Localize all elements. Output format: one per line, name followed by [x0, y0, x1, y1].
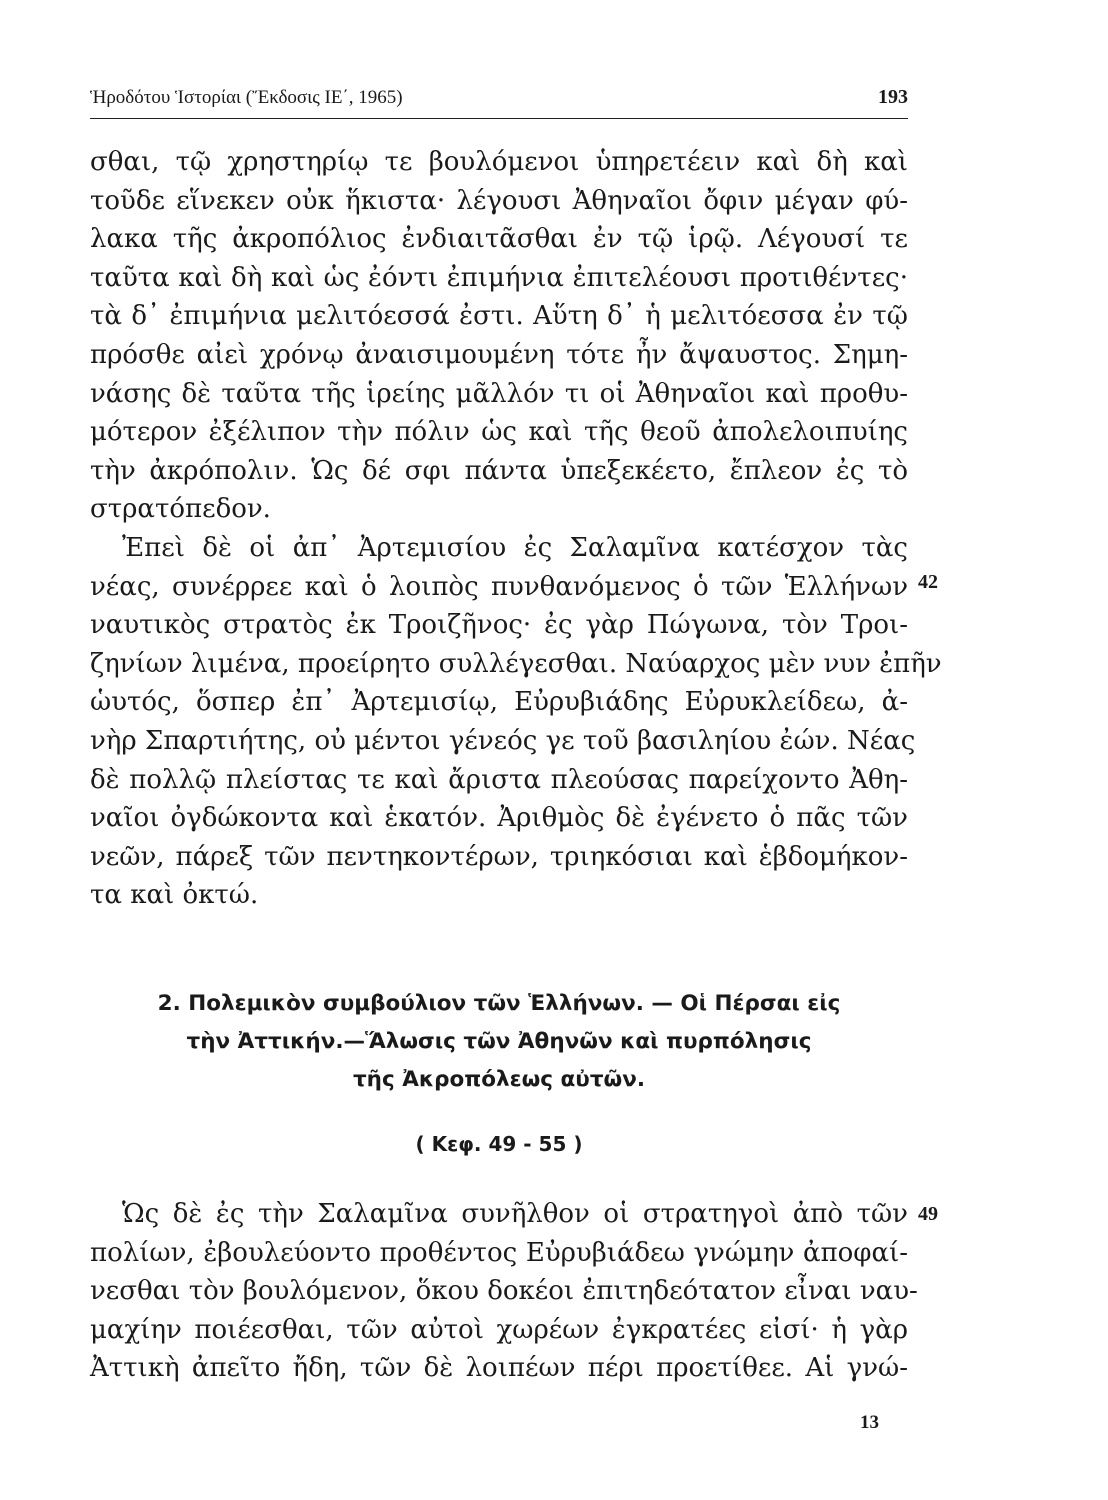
text-line: ταῦτα καὶ δὴ καὶ ὡς ἐόντι ἐπιμήνια ἐπιτελέουσι προτιθέντες· — [90, 262, 908, 293]
text-line: ζηνίων λιμένα, προείρητο συλλέγεσθαι. Ναύαρχος μὲν νυν ἐπῆν — [90, 648, 942, 679]
text-line: νὴρ Σπαρτιήτης, οὐ μέντοι γένεός γε τοῦ βασιληίου ἐών. Νέας — [90, 725, 916, 756]
text-line: ὡυτός, ὅσπερ ἐπ᾽ Ἀρτεμισίῳ, Εὐρυβιάδης Εὐρυκλείδεω, ἀ- — [90, 687, 908, 718]
text-line: τοῦδε εἵνεκεν οὐκ ἥκιστα· λέγουσι Ἀθηναῖοι ὄφιν μέγαν φύ- — [90, 185, 908, 216]
text-line: λακα τῆς ἀκροπόλιος ἐνδιαιτᾶσθαι ἐν τῷ ἱρῷ. Λέγουσί τε — [90, 224, 908, 255]
header-rule — [90, 118, 908, 119]
text-line: μαχίην ποιέεσθαι, τῶν αὐτοὶ χωρέων ἐγκρατέες εἰσί· ἡ γὰρ — [90, 1314, 908, 1345]
header-title: Ἡροδότου Ἱστορίαι (Ἔκδοσις ΙΕ΄, 1965) — [90, 87, 403, 108]
section-heading-line: 2. Πολεμικὸν συμβούλιον τῶν Ἑλλήνων. — Οἱ Πέρσαι εἰς — [157, 991, 841, 1016]
text-line: τὰ δ᾽ ἐπιμήνια μελιτόεσσά ἐστι. Αὕτη δ᾽ ἡ μελιτόεσσα ἐν τῷ — [90, 301, 908, 332]
text-line: μότερον ἐξέλιπον τὴν πόλιν ὡς καὶ τῆς θεοῦ ἀπολελοιπυίης — [90, 417, 908, 448]
text-line: πολίων, ἐβουλεύοντο προθέντος Εὐρυβιάδεω γνώμην ἀποφαί- — [90, 1237, 908, 1268]
section-heading-line: τῆς Ἀκροπόλεως αὐτῶν. — [352, 1067, 646, 1092]
section-heading — [90, 985, 908, 1099]
text-line: νεῶν, πάρεξ τῶν πεντηκοντέρων, τριηκόσιαι καὶ ἑβδομήκον- — [90, 841, 908, 872]
margin-chapter-42: 42 — [918, 571, 938, 593]
body-text-continued — [90, 1195, 918, 1388]
text-line: τὴν ἀκρόπολιν. Ὡς δέ σφι πάντα ὑπεξεκέετο, ἔπλεον ἐς τὸ — [90, 455, 908, 486]
text-line: νεσθαι τὸν βουλόμενον, ὅκου δοκέοι ἐπιτηδεότατον εἶναι ναυ- — [90, 1276, 918, 1307]
text-line: Ὡς δὲ ἐς τὴν Σαλαμῖνα συνῆλθον οἱ στρατηγοὶ ἀπὸ τῶν — [122, 1199, 908, 1229]
margin-chapter-49: 49 — [918, 1203, 938, 1225]
text-line: ναυτικὸς στρατὸς ἐκ Τροιζῆνος· ἐς γὰρ Πώγωνα, τὸν Τροι- — [90, 610, 908, 641]
text-line: στρατόπεδον. — [90, 494, 271, 525]
page-number: 193 — [878, 86, 908, 108]
text-line: Ἀττικὴ ἀπεῖτο ἤδη, τῶν δὲ λοιπέων πέρι προετίθεε. Αἱ γνώ- — [90, 1353, 908, 1384]
text-line: ναῖοι ὀγδώκοντα καὶ ἑκατόν. Ἀριθμὸς δὲ ἐγένετο ὁ πᾶς τῶν — [90, 803, 908, 834]
text-line: Ἐπεὶ δὲ οἱ ἀπ᾽ Ἀρτεμισίου ἐς Σαλαμῖνα κατέσχον τὰς — [122, 532, 908, 563]
running-header — [90, 86, 908, 109]
text-line: δὲ πολλῷ πλείστας τε καὶ ἄριστα πλεούσας παρείχοντο Ἀθη- — [90, 764, 908, 795]
section-heading-line: τὴν Ἀττικήν.—Ἅλωσις τῶν Ἀθηνῶν καὶ πυρπόλησις — [186, 1029, 812, 1054]
chapter-reference: ( Κεφ. 49 - 55 ) — [415, 1132, 583, 1156]
text-line: νάσης δὲ ταῦτα τῆς ἱρείης μᾶλλόν τι οἱ Ἀθηναῖοι καὶ προθυ- — [90, 378, 908, 409]
text-line: τα καὶ ὀκτώ. — [90, 880, 259, 911]
text-line: σθαι, τῷ χρηστηρίῳ τε βουλόμενοι ὑπηρετέειν καὶ δὴ καὶ — [90, 147, 908, 177]
text-line: πρόσθε αἰεὶ χρόνῳ ἀναισιμουμένη τότε ἦν ἄψαυστος. Σημη- — [90, 339, 908, 370]
signature-mark: 13 — [860, 1412, 879, 1433]
text-line: νέας, συνέρρεε καὶ ὁ λοιπὸς πυνθανόμενος ὁ τῶν Ἑλλήνων — [90, 571, 908, 602]
